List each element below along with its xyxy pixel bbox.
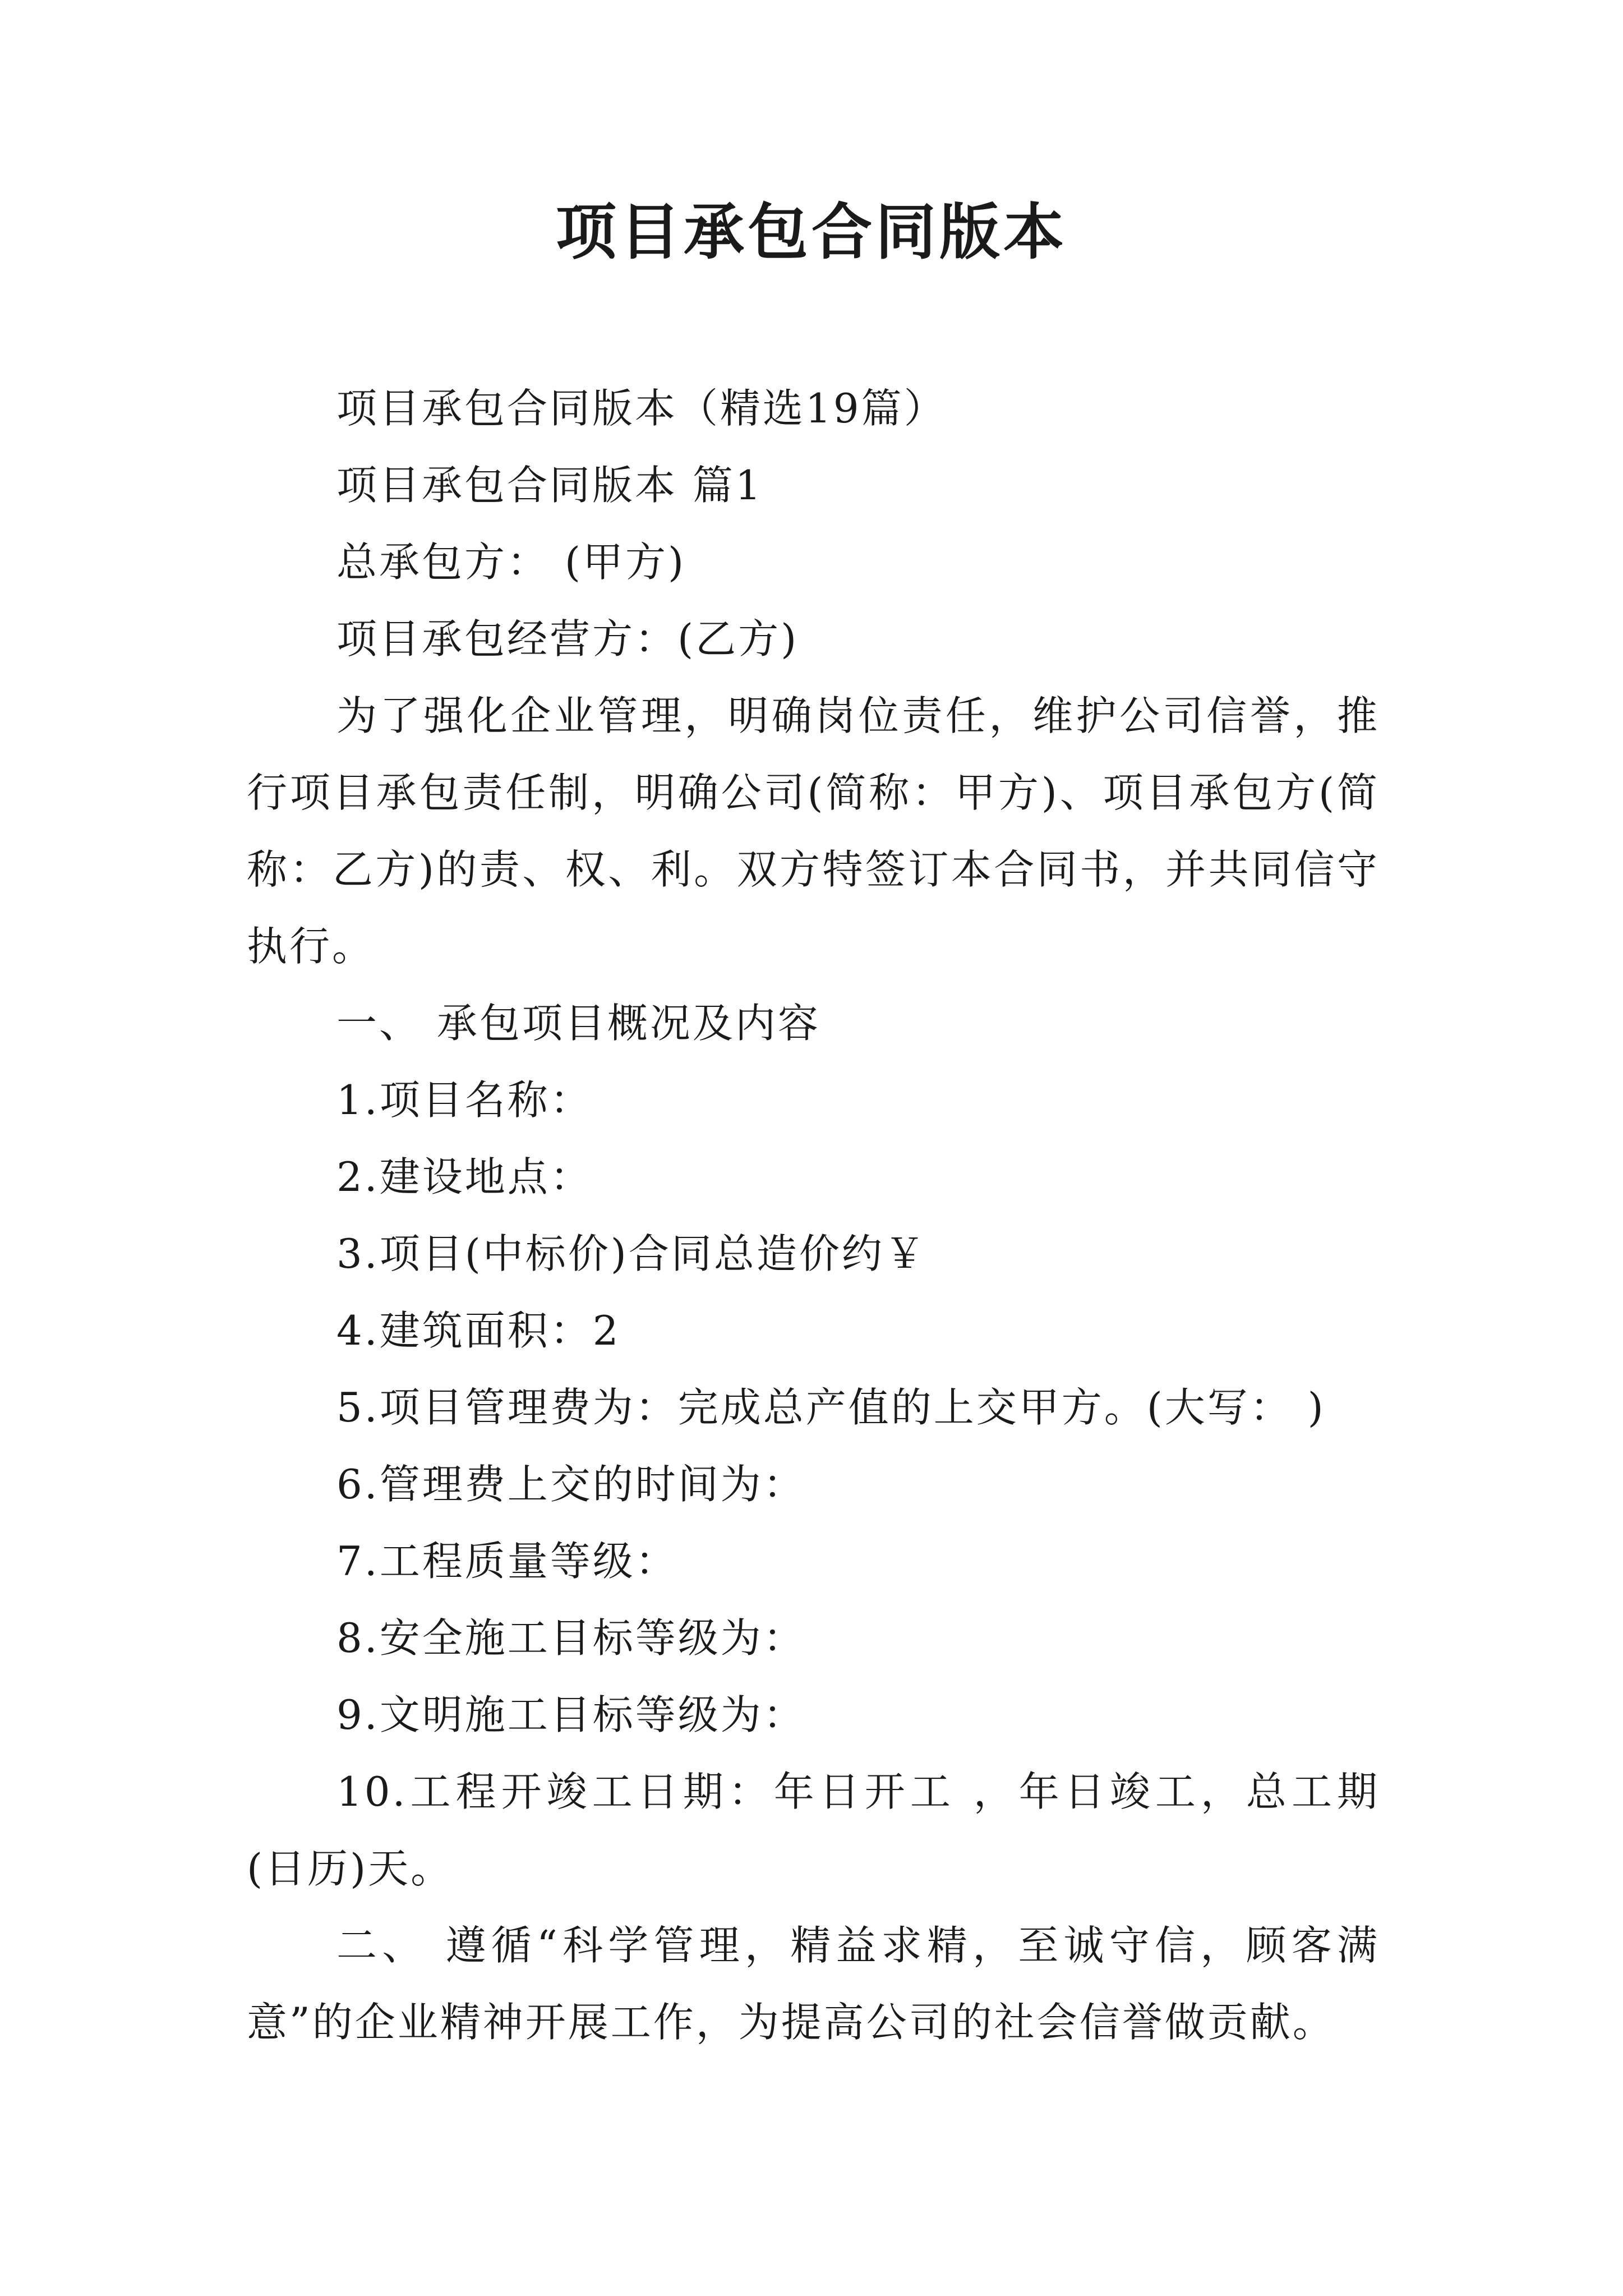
- paragraph-chapter-heading: 项目承包合同版本 篇1: [336, 462, 763, 509]
- paragraph-party-a: 总承包方： (甲方): [336, 539, 686, 586]
- list-item: 7.工程质量等级：: [336, 1538, 678, 1585]
- list-item: 1.项目名称：: [336, 1076, 593, 1124]
- list-item: 5.项目管理费为：完成总产值的上交甲方。(大写： ): [336, 1384, 1326, 1431]
- list-item: 6.管理费上交的时间为：: [336, 1461, 806, 1508]
- document-body: [247, 370, 1380, 2061]
- list-item: 8.安全施工目标等级为：: [336, 1614, 806, 1662]
- section-heading-1: 一、 承包项目概况及内容: [336, 1000, 820, 1047]
- section-heading-2: 二、 遵循“科学管理，精益求精，至诚守信，顾客满意”的企业精神开展工作，为提高公司的社会信誉做贡献。: [247, 1922, 1380, 2046]
- list-item: 3.项目(中标价)合同总造价约￥: [336, 1230, 927, 1277]
- list-item: 2.建设地点：: [336, 1153, 593, 1200]
- list-item: 10.工程开竣工日期：年日开工 ，年日竣工，总工期 (日历)天。: [247, 1768, 1380, 1892]
- paragraph-party-b: 项目承包经营方：(乙方): [336, 615, 799, 662]
- paragraph-preamble: 为了强化企业管理，明确岗位责任，维护公司信誉，推行项目承包责任制，明确公司(简称：甲方)、项目承包方(简称：乙方)的责、权、利。双方特签订本合同书，并共同信守执行。: [247, 692, 1380, 970]
- list-item: 9.文明施工目标等级为：: [336, 1691, 806, 1738]
- document-title: 项目承包合同版本: [555, 197, 1067, 268]
- paragraph-subtitle: 项目承包合同版本（精选19篇）: [336, 385, 947, 432]
- list-item: 4.建筑面积：2: [336, 1307, 621, 1354]
